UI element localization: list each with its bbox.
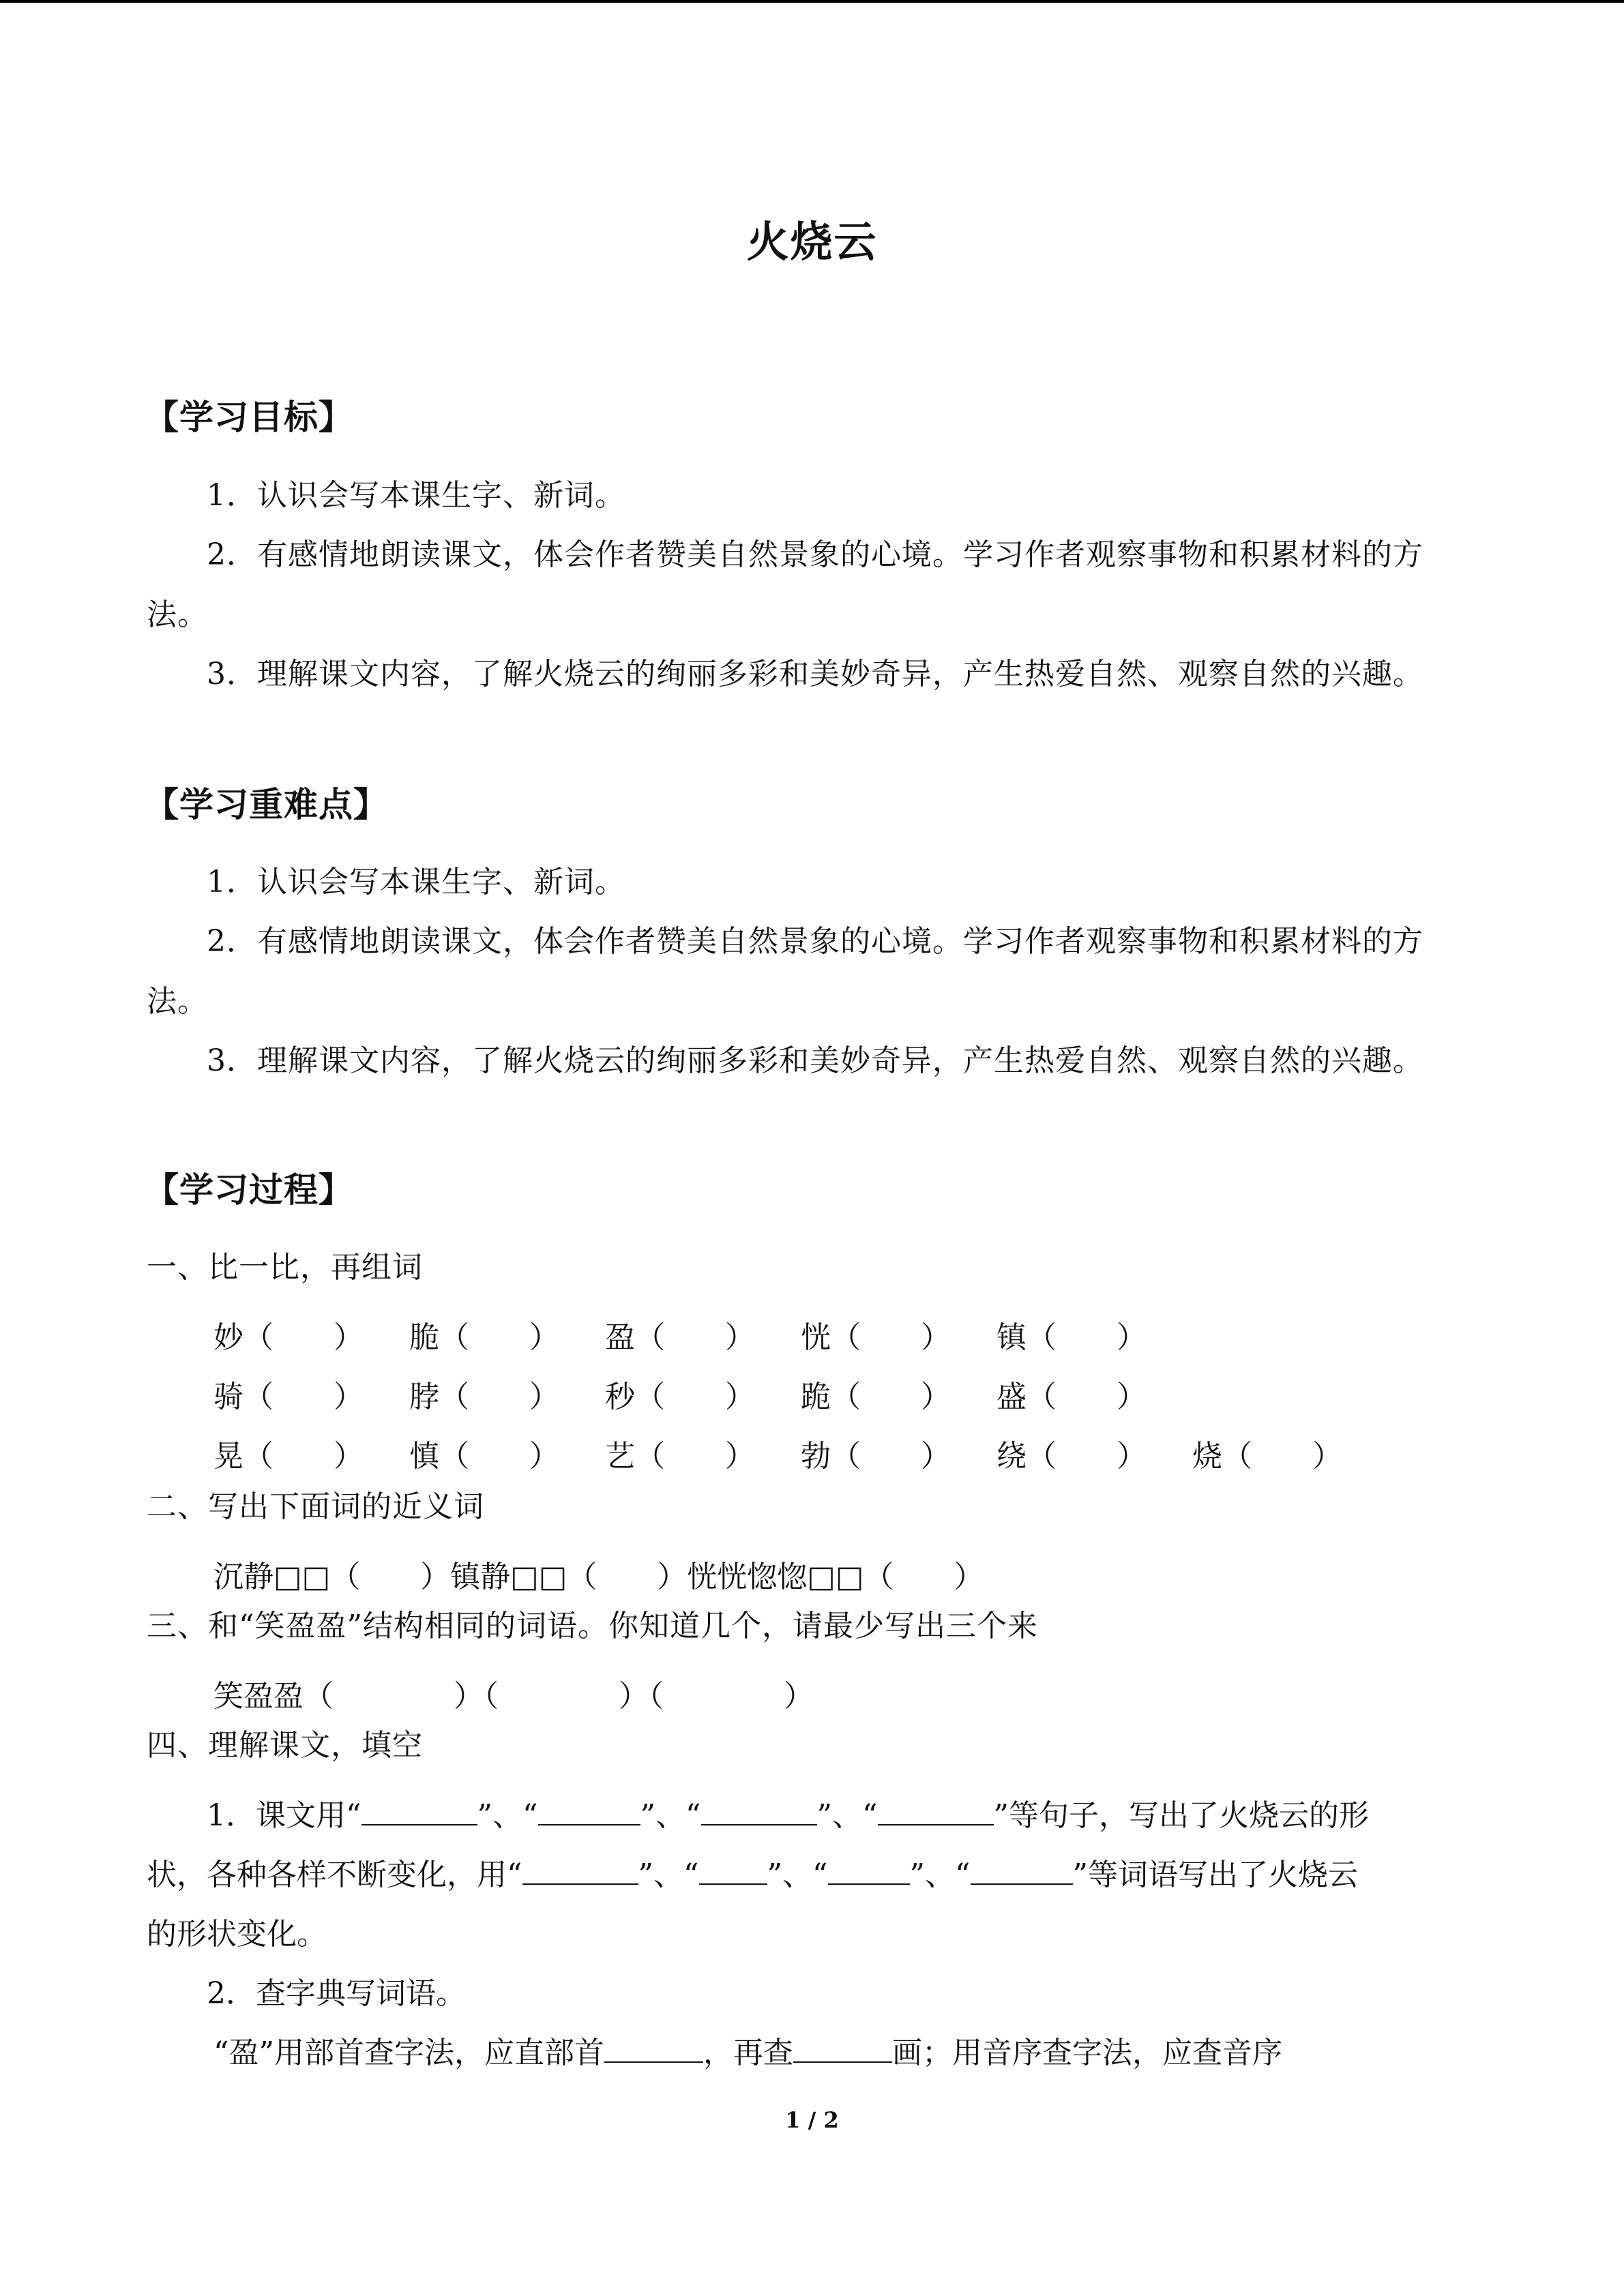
q4-item2: 2．查字典写词语。 [207,1976,466,2011]
word-cell: 慎（ ） [409,1439,559,1474]
keypoint-item-1: 1．认识会写本课生字、新词。 [207,865,625,899]
word-cell: 骑（ ） [213,1380,364,1414]
keypoint-item-3: 3．理解课文内容，了解火烧云的绚丽多彩和美妙奇异，产生热爱自然、观察自然的兴趣。 [207,1043,1423,1078]
word-cell: 盛（ ） [996,1380,1147,1414]
q2-line: 沉静□□（ ）镇静□□（ ）恍恍惚惚□□（ ） [213,1560,984,1594]
word-cell: 脖（ ） [409,1380,559,1414]
q3-line: 笑盈盈（ ）（ ）（ ） [213,1679,814,1714]
keypoint-item-2: 2．有感情地朗读课文，体会作者赞美自然景象的心境。学习作者观察事物和积累材料的方法。 [147,924,1423,1019]
page-title: 火烧云 [746,217,878,267]
q2-title: 二、写出下面词的近义词 [147,1489,484,1524]
word-cell: 绕（ ） [996,1439,1147,1474]
q4-title: 四、理解课文，填空 [147,1728,423,1763]
goal-item-1: 1．认识会写本课生字、新词。 [207,478,625,513]
q4-item1-line1: 1．课文用“ ”、“ ”、“ ”、“ ”等句子，写出了火烧云的形 [207,1798,1369,1833]
page-number: 1 / 2 [785,2107,839,2133]
q4-item1-line2: 状，各种各样不断变化，用“ ”、“ ”、“ ”、“ ”等词语写出了火烧云 [147,1858,1358,1892]
heading-goals: 【学习目标】 [145,398,353,437]
word-cell: 妙（ ） [213,1320,364,1355]
goal-item-2: 2．有感情地朗读课文，体会作者赞美自然景象的心境。学习作者观察事物和积累材料的方法。 [147,537,1423,632]
goal-item-3: 3．理解课文内容，了解火烧云的绚丽多彩和美妙奇异，产生热爱自然、观察自然的兴趣。 [207,657,1423,691]
heading-process: 【学习过程】 [145,1170,353,1210]
q1-title: 一、比一比，再组词 [147,1250,423,1285]
word-cell: 恍（ ） [801,1320,951,1355]
word-cell: 秒（ ） [605,1380,755,1414]
heading-key-points: 【学习重难点】 [145,785,388,824]
word-cell: 艺（ ） [605,1439,755,1474]
word-cell: 晃（ ） [213,1439,364,1474]
word-cell: 跪（ ） [801,1380,951,1414]
q4-item1-line3: 的形状变化。 [147,1917,327,1952]
word-cell: 脆（ ） [409,1320,559,1355]
word-cell: 烧（ ） [1192,1439,1342,1474]
word-cell: 盈（ ） [605,1320,755,1355]
word-cell: 勃（ ） [801,1439,951,1474]
q4-item2-line: “盈”用部首查字法，应直部首 ，再查 画；用音序查字法，应查音序 [213,2036,1282,2070]
q3-title: 三、和“笑盈盈”结构相同的词语。你知道几个，请最少写出三个来 [147,1609,1038,1643]
word-cell: 镇（ ） [996,1320,1147,1355]
